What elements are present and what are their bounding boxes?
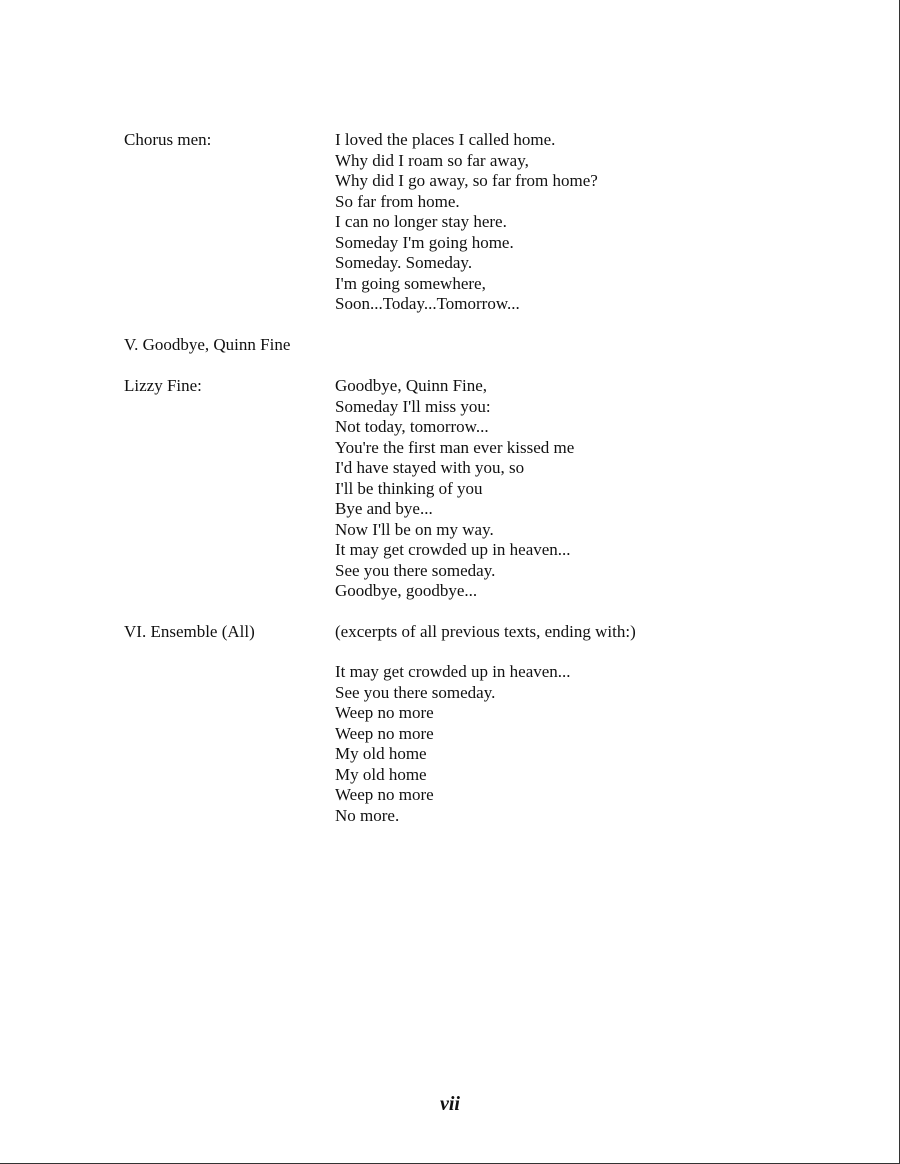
- lyric-line: Bye and bye...: [335, 499, 433, 518]
- lyric-line: Weep no more: [335, 703, 434, 722]
- lyric-line: Goodbye, goodbye...: [335, 581, 478, 600]
- page-number: vii: [440, 1093, 460, 1115]
- lyric-line: Why did I go away, so far from home?: [335, 171, 598, 190]
- lyric-line: My old home: [335, 764, 427, 784]
- lyric-line: Someday I'll miss you:: [335, 396, 491, 416]
- lyric-line: Not today, tomorrow...: [335, 417, 489, 436]
- lyric-lines: [335, 662, 571, 826]
- lyric-line: My old home: [335, 744, 427, 763]
- lyric-line: I can no longer stay here.: [335, 212, 507, 231]
- lyric-line: Soon...Today...Tomorrow...: [335, 294, 520, 313]
- stage-note: (excerpts of all previous texts, ending with:): [335, 622, 636, 641]
- speaker-label: Lizzy Fine:: [124, 376, 202, 395]
- lyric-line: You're the first man ever kissed me: [335, 437, 575, 457]
- lyric-line: Goodbye, Quinn Fine,: [335, 376, 488, 395]
- speaker-label: Chorus men:: [124, 130, 212, 149]
- lyric-line: Now I'll be on my way.: [335, 519, 494, 539]
- lyric-line: So far from home.: [335, 191, 460, 211]
- lyric-line: Weep no more: [335, 785, 434, 804]
- lyric-line: I'll be thinking of you: [335, 478, 483, 498]
- lyric-lines: [335, 130, 598, 315]
- lyric-line: It may get crowded up in heaven...: [335, 662, 571, 681]
- lyric-line: Someday I'm going home.: [335, 232, 514, 252]
- lyric-line: See you there someday.: [335, 682, 496, 702]
- lyric-line: No more.: [335, 805, 400, 825]
- lyric-line: See you there someday.: [335, 560, 496, 580]
- lyric-line: Someday. Someday.: [335, 253, 473, 272]
- lyric-lines: [335, 376, 574, 602]
- lyric-line: I loved the places I called home.: [335, 130, 556, 149]
- lyric-line: I'd have stayed with you, so: [335, 458, 525, 477]
- lyric-line: I'm going somewhere,: [335, 273, 486, 293]
- lyric-line: It may get crowded up in heaven...: [335, 540, 571, 559]
- section-heading: VI. Ensemble (All): [124, 622, 255, 641]
- lyric-line: Weep no more: [335, 723, 434, 743]
- lyric-line: Why did I roam so far away,: [335, 150, 529, 170]
- section-heading: V. Goodbye, Quinn Fine: [124, 335, 291, 354]
